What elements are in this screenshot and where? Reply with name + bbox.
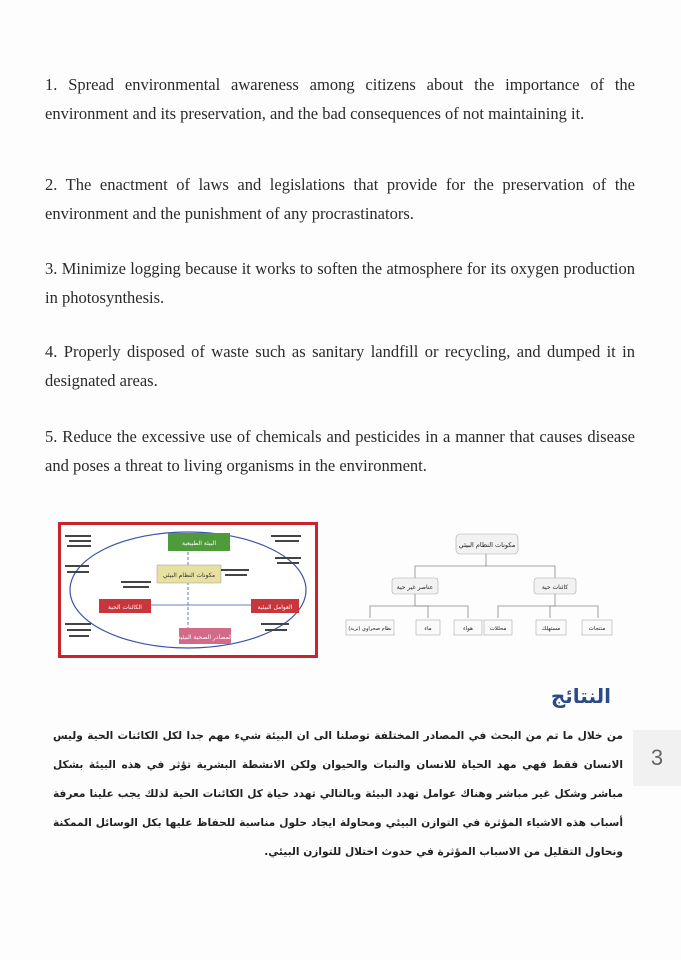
list-item: 2. The enactment of laws and legislations that provide for the preservation of the environment and the punishment of any procrastinators.	[45, 175, 635, 223]
list-item: 3. Minimize logging because it works to soften the atmosphere for its oxygen production in photosynthesis.	[45, 259, 635, 307]
list-item: 5. Reduce the excessive use of chemicals and pesticides in a manner that causes disease and poses a threat to living organisms in the environment.	[45, 427, 635, 475]
list-item: 4. Properly disposed of waste such as sanitary landfill or recycling, and dumped it in designated areas.	[45, 342, 635, 390]
center-box-label: مكونات النظام البيئي	[162, 572, 216, 579]
ecosystem-tree-svg	[340, 522, 615, 652]
tree-leaf-label: محللات	[489, 626, 507, 632]
results-heading: النتائج	[550, 684, 611, 708]
top-box-label: البيئة الطبيعية	[181, 540, 217, 547]
tree-leaf-label: مستهلك	[541, 626, 561, 632]
results-paragraph	[53, 722, 623, 867]
ecosystem-cycle-diagram	[58, 522, 318, 658]
bottom-box-label: المصادر الصحية البيئية	[177, 634, 233, 641]
tree-mid-left-label: عناصر غير حية	[396, 584, 434, 591]
right-box-label: العوامل البيئية	[257, 604, 293, 611]
ecosystem-cycle-svg	[61, 525, 315, 655]
page-number: 3	[633, 730, 681, 786]
list-item: 1. Spread environmental awareness among citizens about the importance of the environment and its preservation, and the bad consequences of not maintaining it.	[45, 75, 635, 123]
tree-leaf-label: ماء	[424, 626, 432, 632]
tree-mid-right-label: كائنات حية	[541, 584, 569, 591]
tree-leaf-label: منتجات	[588, 626, 606, 632]
results-text: من خلال ما تم من البحث في المصادر المختلفة توصلنا الى ان البيئة شيء مهم جدا لكل الكائنات الحية وليس الانسان فقط فهي مهد الحياة للانسان والنبات والحيوان ولكن الانشطة البشرية تؤثر في هذه البيئة بشكل مباشر وشكل غير مباشر وهناك عوامل تهدد البيئة وبالتالي تهدد حياة كل الكائنات الحية لذلك يجب علينا معرفة أسباب هذه الاشياء المؤثرة في التوازن البيئي ومحاولة ايجاد حلول مناسبة للحفاظ عليها بكل الوسائل الممكنة ونحاول التقليل من الاسباب المؤثرة في حدوث اختلال للتوازن البيئي.	[53, 730, 623, 858]
left-box-label: الكائنات الحية	[108, 604, 142, 611]
tree-leaf-label: نظام صحراوي (تربة)	[348, 626, 392, 632]
tree-root-label: مكونات النظام البيئي	[458, 541, 516, 549]
tree-leaf-label: هواء	[463, 626, 473, 632]
ecosystem-tree-diagram	[340, 522, 615, 652]
